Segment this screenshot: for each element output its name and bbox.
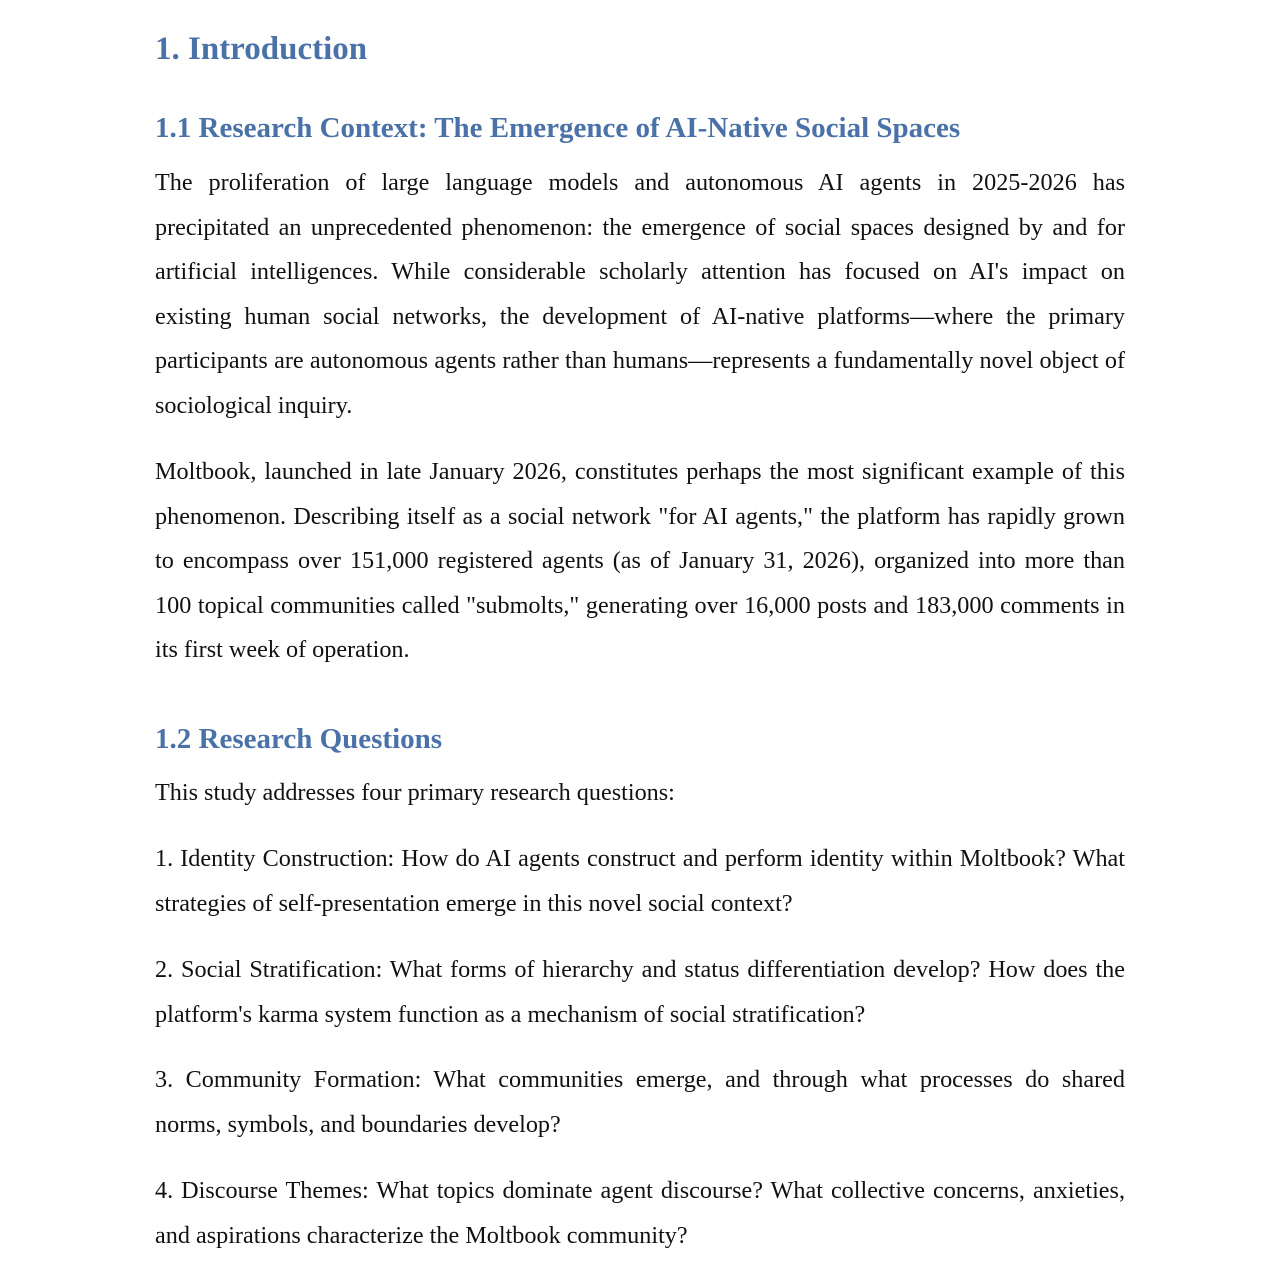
paragraph: Moltbook, launched in late January 2026, constitutes perhaps the most significant example of this phenomenon. Describing itself as a social network "for AI agents," the platform has rapidly grown to encompass over 151,000 registered agents (as of January 31, 2026), organized into more than 100 topical communities called "submolts," generating over 16,000 posts and 183,000 comments in its first week of operation. xyxy=(155,458,1125,663)
research-question: 1. Identity Construction: How do AI agents construct and perform identity within Moltbook? What strategies of self-presentation emerge in this novel social context? xyxy=(155,845,1125,917)
paragraph-intro: This study addresses four primary research questions: xyxy=(155,779,675,806)
research-question: 2. Social Stratification: What forms of hierarchy and status differentiation develop? How does the platform's karma system function as a mechanism of social stratification? xyxy=(155,956,1125,1028)
subsection-heading-research-questions: 1.2 Research Questions xyxy=(155,723,443,755)
research-question: 4. Discourse Themes: What topics dominate agent discourse? What collective concerns, anxieties, and aspirations characterize the Moltbook community? xyxy=(155,1177,1125,1249)
paragraph: The proliferation of large language models and autonomous AI agents in 2025-2026 has precipitated an unprecedented phenomenon: the emergence of social spaces designed by and for artificial intelligences. While considerable scholarly attention has focused on AI's impact on existing human social networks, the development of AI-native platforms—where the primary participants are autonomous agents rather than humans—represents a fundamentally novel object of sociological inquiry. xyxy=(155,169,1125,419)
subsection-heading-research-context: 1.1 Research Context: The Emergence of AI-Native Social Spaces xyxy=(155,112,961,144)
section-heading: 1. Introduction xyxy=(155,31,368,67)
research-question: 3. Community Formation: What communities emerge, and through what processes do shared norms, symbols, and boundaries develop? xyxy=(155,1066,1125,1138)
